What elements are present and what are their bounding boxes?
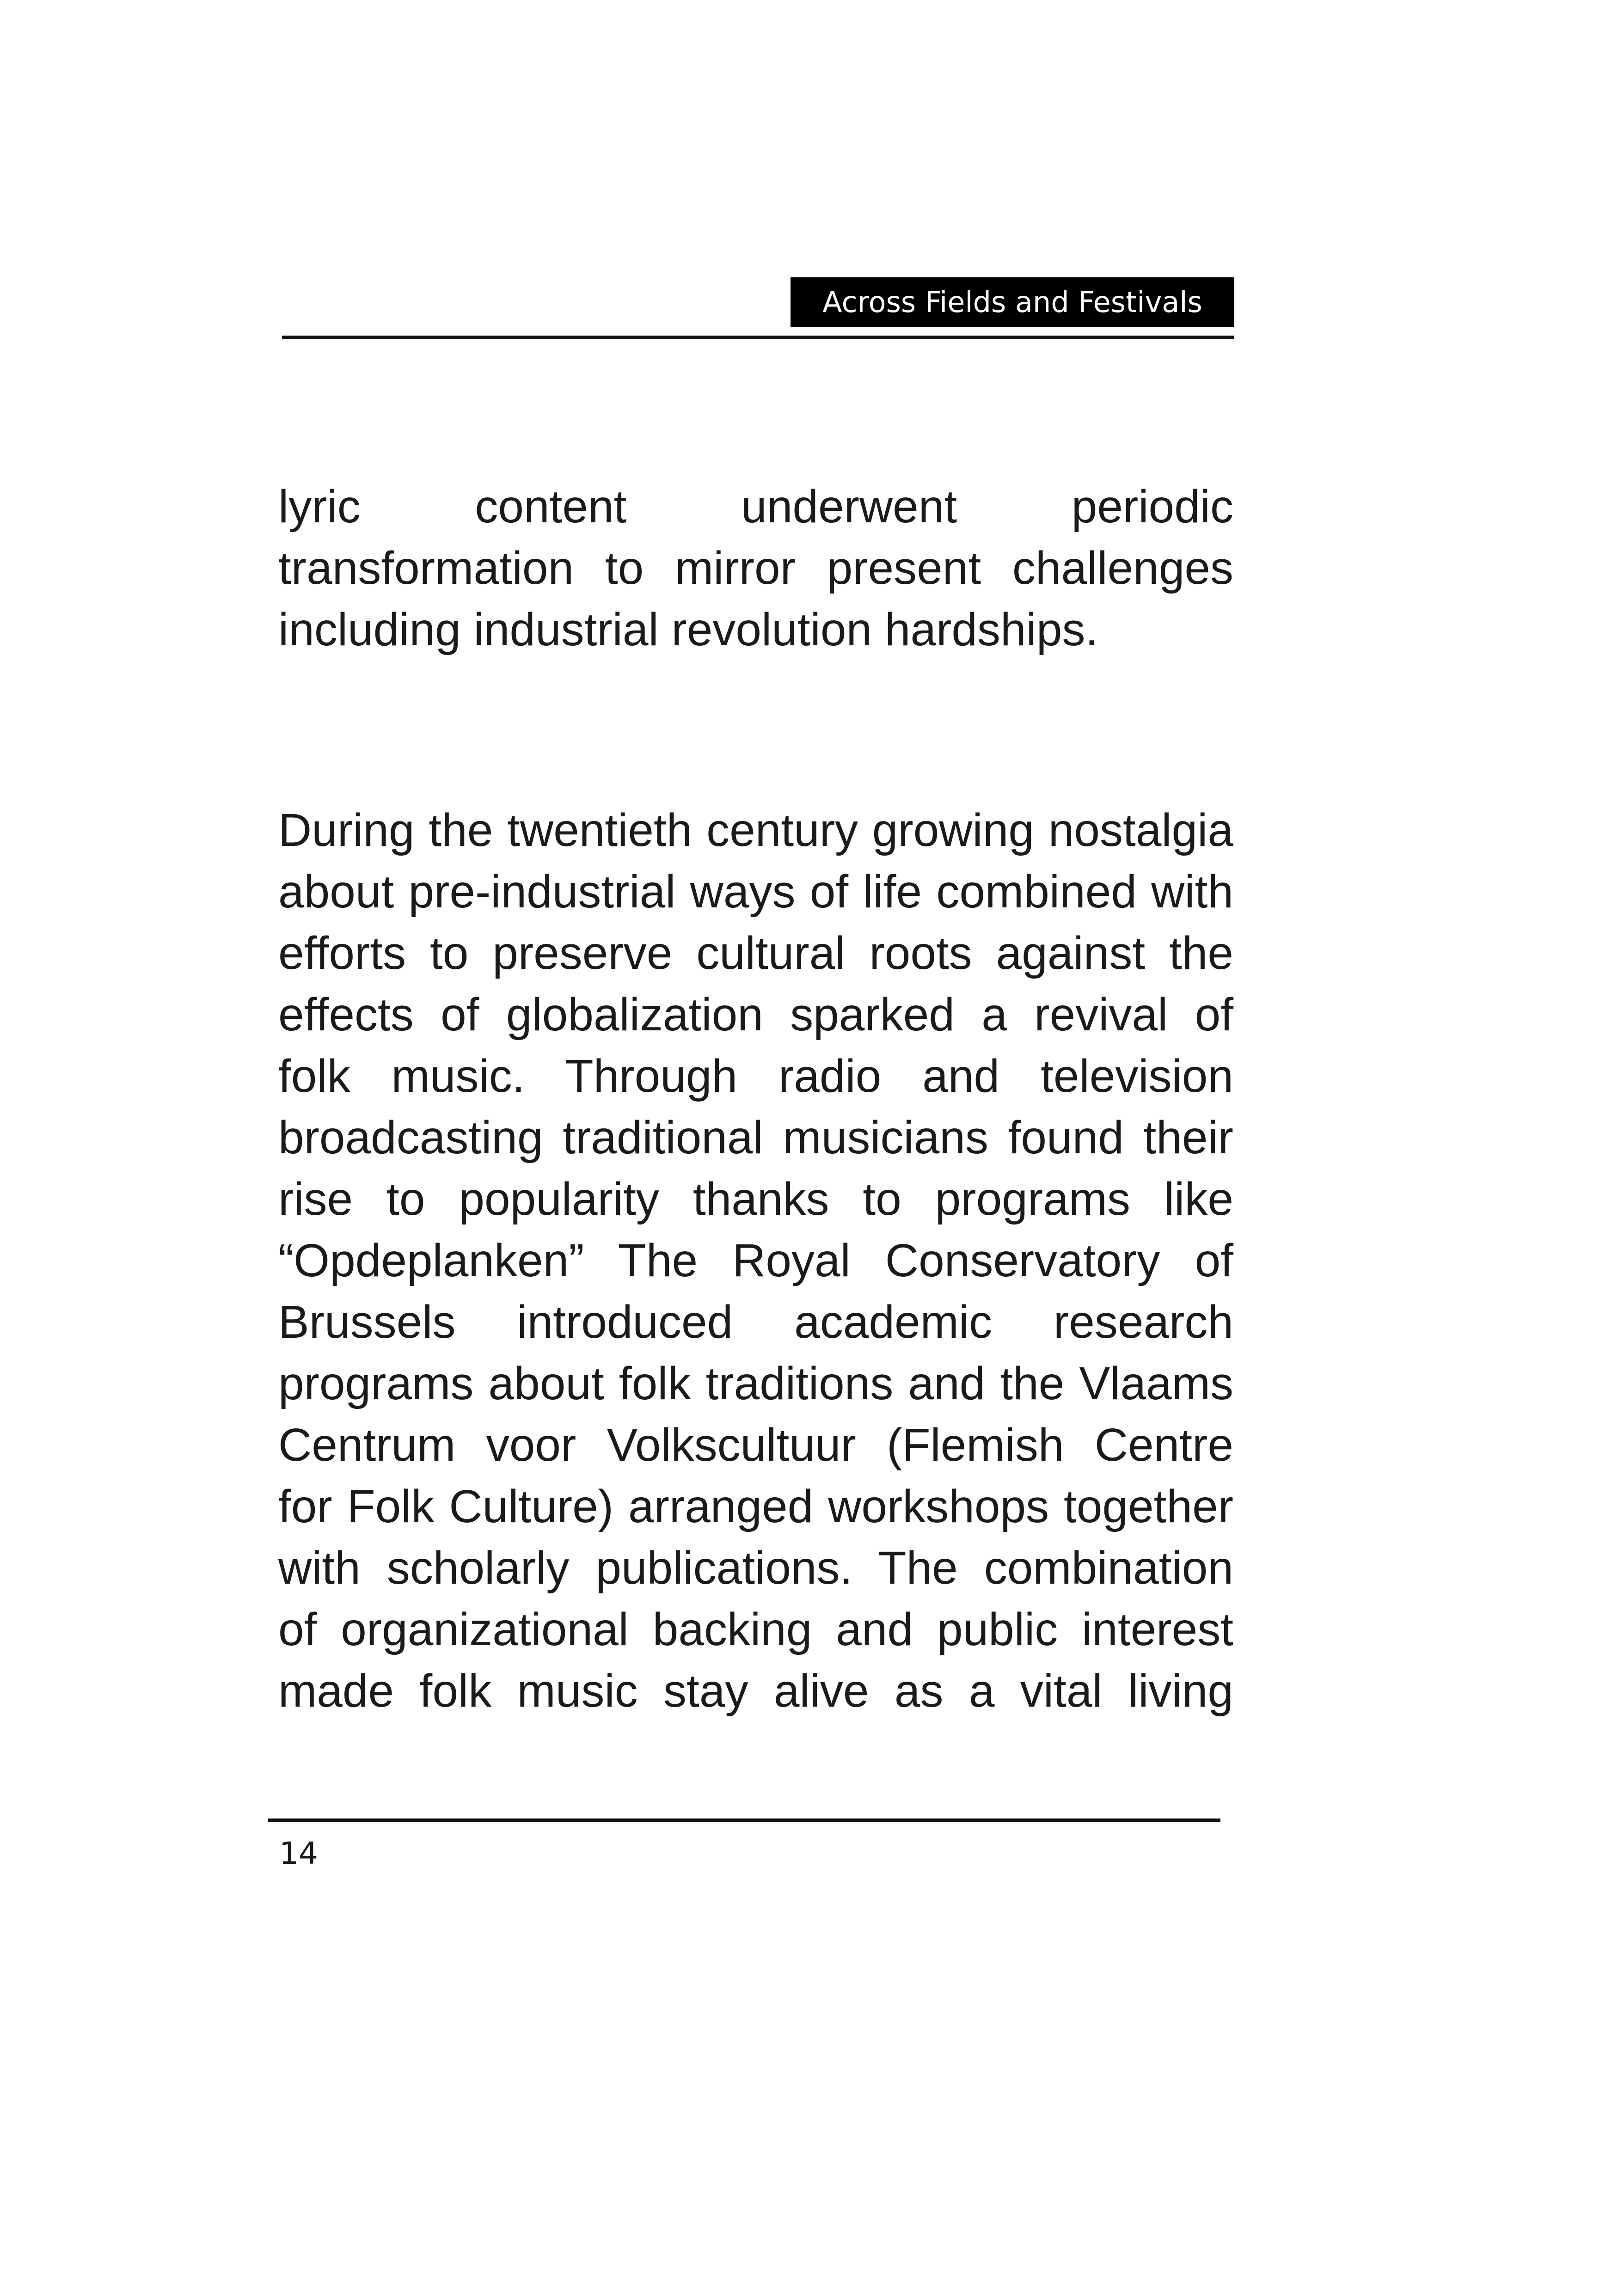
paragraph-folk-revival: [278, 800, 1233, 1722]
text-line: During the twentieth century growing nostalgia: [278, 804, 1233, 856]
text-line: effects of globalization sparked a revival of: [278, 989, 1233, 1041]
text-line: Centrum voor Volkscultuur (Flemish Centre: [278, 1419, 1233, 1471]
text-line: with scholarly publications. The combination: [278, 1542, 1233, 1594]
text-line: rise to popularity thanks to programs like: [278, 1173, 1233, 1225]
running-header: [282, 277, 1234, 342]
text-line: made folk music stay alive as a vital living: [278, 1665, 1233, 1717]
text-line: “Opdeplanken” The Royal Conservatory of: [278, 1235, 1233, 1286]
text-line: about pre-industrial ways of life combined with: [278, 866, 1233, 918]
text-line: of organizational backing and public interest: [278, 1604, 1233, 1655]
text-line: folk music. Through radio and television: [278, 1050, 1233, 1102]
text-line: including industrial revolution hardships.: [278, 604, 1098, 655]
text-line: Brussels introduced academic research: [278, 1296, 1233, 1348]
running-title: Across Fields and Festivals: [791, 277, 1234, 327]
text-line: lyric content underwent periodic: [278, 481, 1233, 533]
footer-rule: [268, 1818, 1220, 1822]
text-line: broadcasting traditional musicians found their: [278, 1112, 1233, 1163]
text-line: transformation to mirror present challenges: [278, 542, 1233, 594]
header-rule: [282, 336, 1234, 339]
text-line: for Folk Culture) arranged workshops together: [278, 1481, 1233, 1532]
paragraph-continuation: [278, 476, 1233, 661]
page-number: 14: [279, 1836, 318, 1871]
text-line: efforts to preserve cultural roots against the: [278, 927, 1233, 979]
text-line: programs about folk traditions and the Vlaams: [278, 1358, 1233, 1409]
